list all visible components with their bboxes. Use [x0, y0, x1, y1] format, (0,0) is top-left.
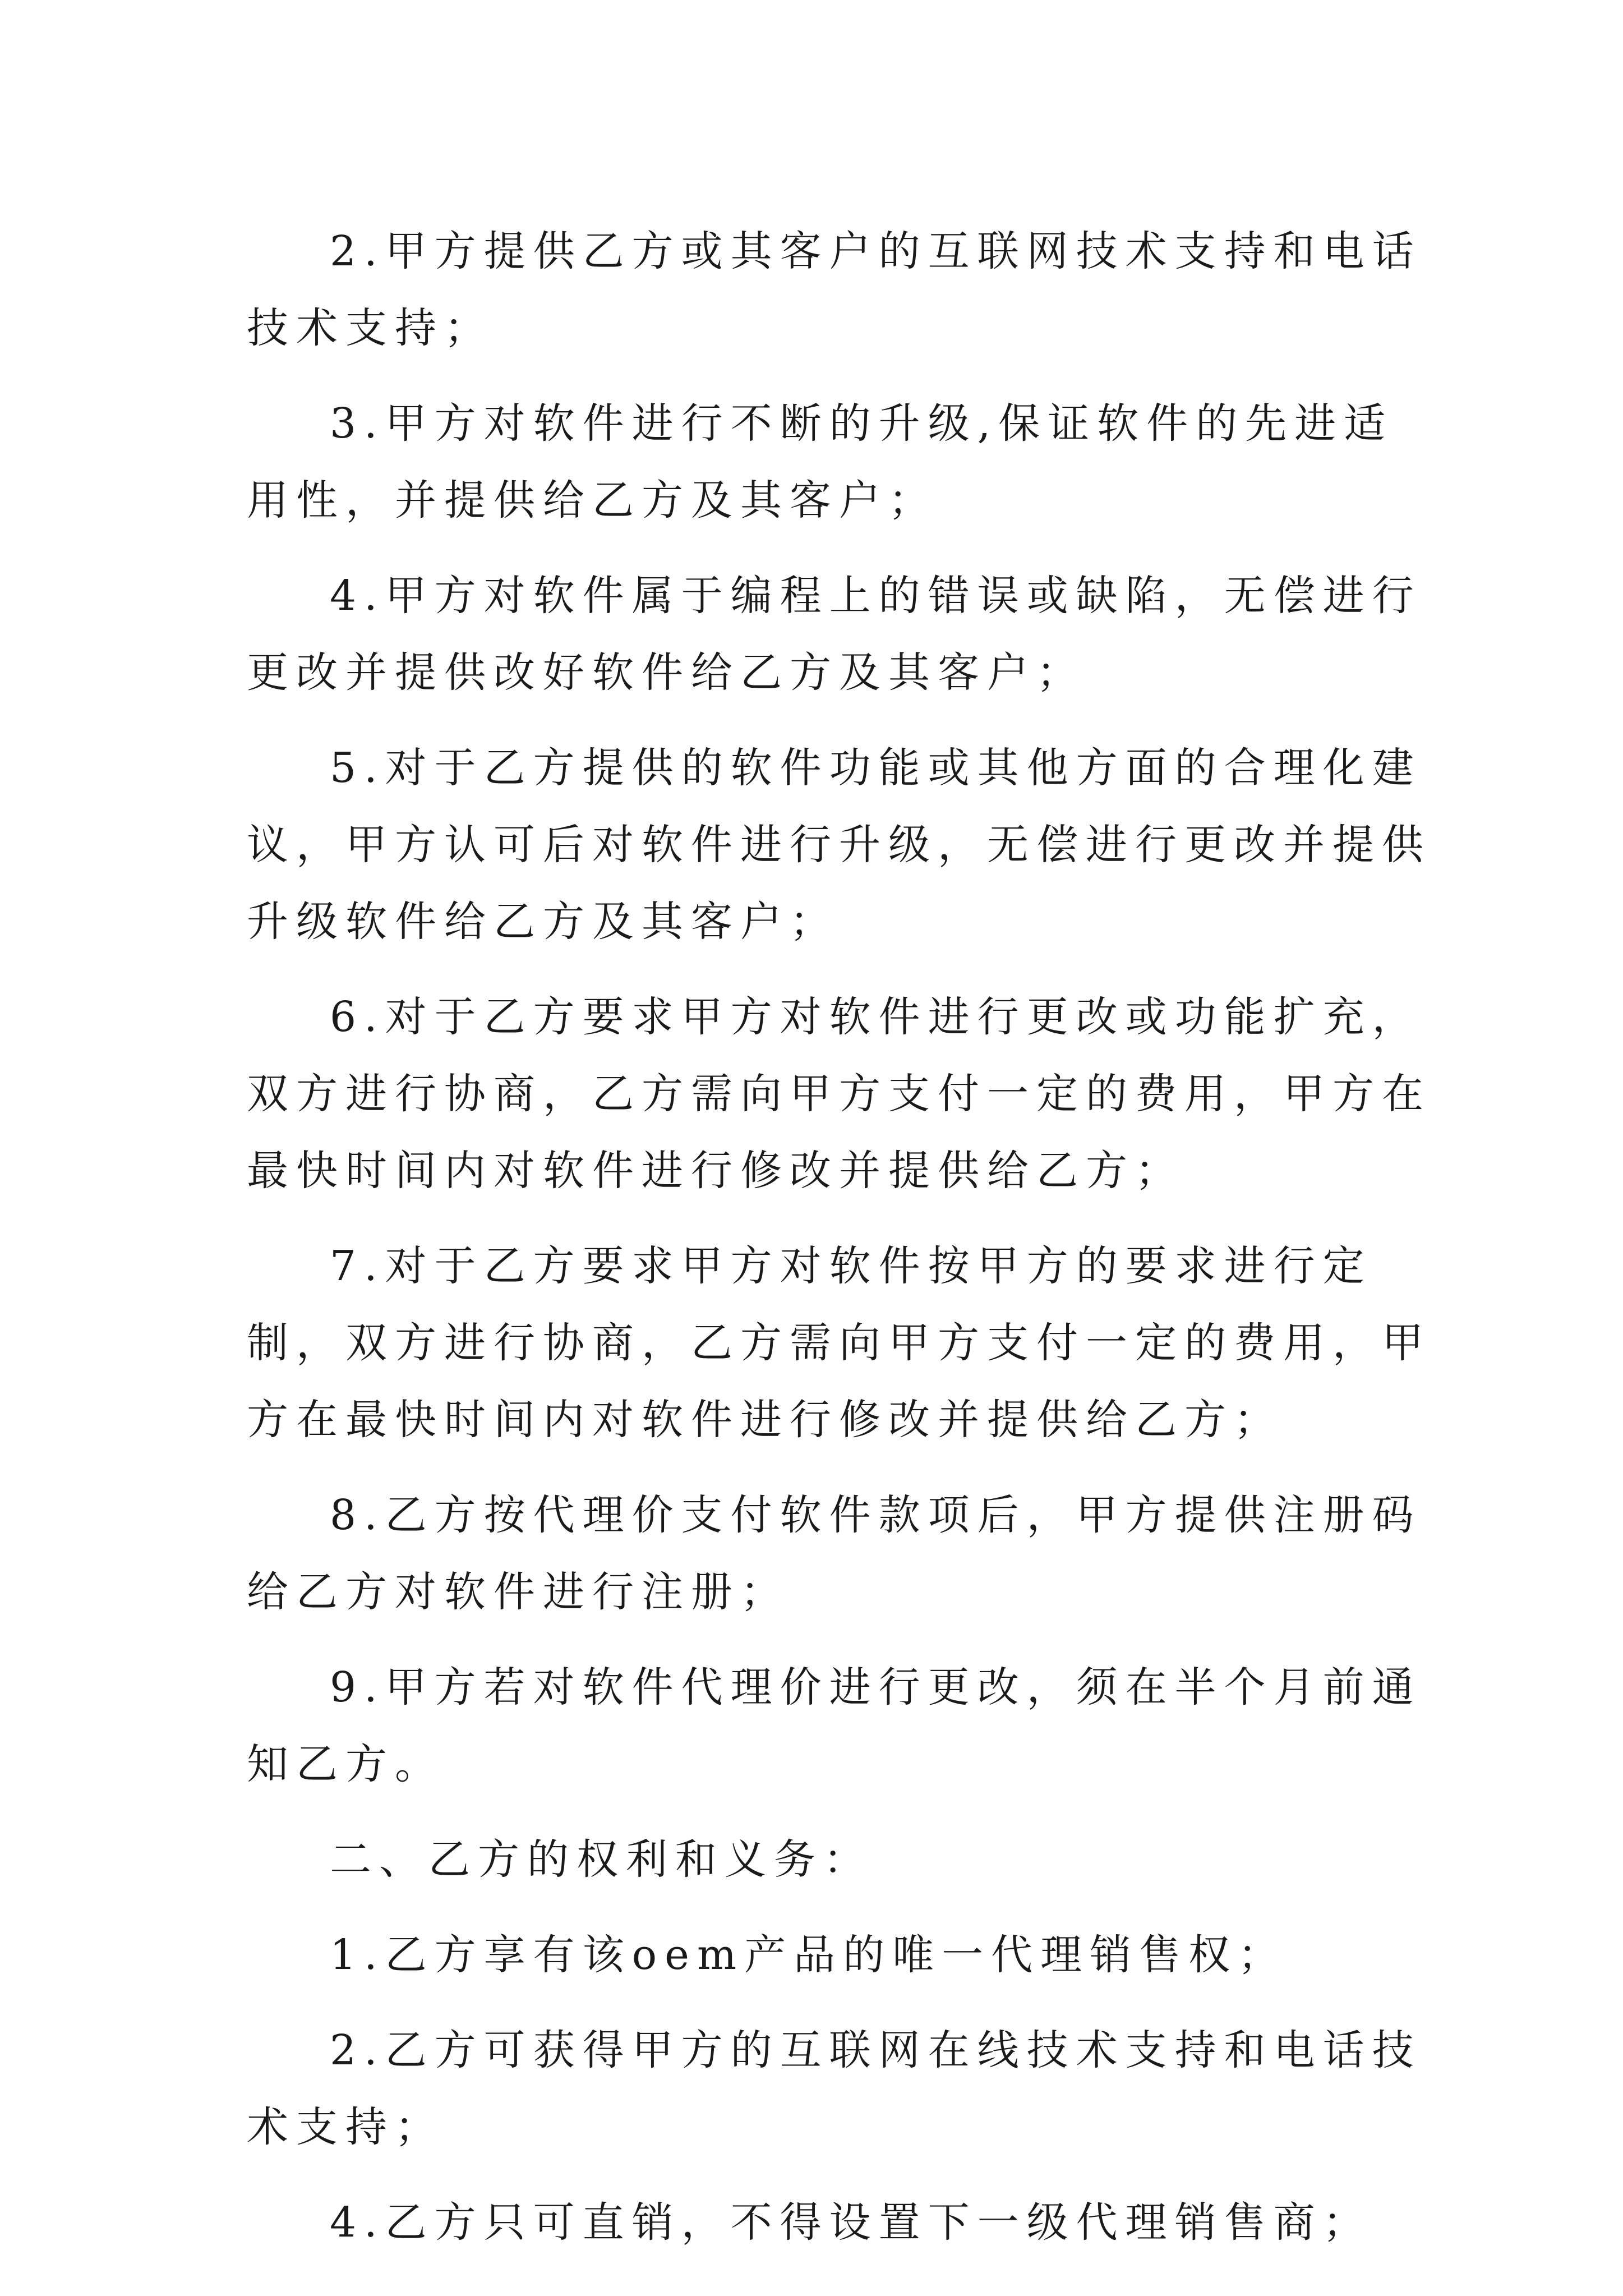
- section-heading-party-b: 二、乙方的权利和义务：: [330, 1835, 873, 1884]
- paragraph-clause-6: 6.对于乙方要求甲方对软件进行更改或功能扩充，双方进行协商，乙方需向甲方支付一定的费用，甲方在最快时间内对软件进行修改并提供给乙方；: [247, 993, 1431, 1195]
- paragraph-clause-2: 2.甲方提供乙方或其客户的互联网技术支持和电话技术支持；: [247, 227, 1422, 352]
- paragraph-clause-7: 7.对于乙方要求甲方对软件按甲方的要求进行定制，双方进行协商，乙方需向甲方支付一定的费用，甲方在最快时间内对软件进行修改并提供给乙方；: [247, 1242, 1431, 1444]
- paragraph-clause-9: 9.甲方若对软件代理价进行更改，须在半个月前通知乙方。: [247, 1663, 1422, 1788]
- paragraph-b-clause-1: 1.乙方享有该oem产品的唯一代理销售权；: [330, 1931, 1288, 1979]
- paragraph-b-clause-4: 4.乙方只可直销，不得设置下一级代理销售商；: [330, 2198, 1372, 2247]
- paragraph-clause-4: 4.甲方对软件属于编程上的错误或缺陷，无偿进行更改并提供改好软件给乙方及其客户；: [247, 572, 1422, 697]
- document-body: [247, 213, 1436, 2280]
- paragraph-clause-3: 3.甲方对软件进行不断的升级,保证软件的先进适用性，并提供给乙方及其客户；: [247, 399, 1394, 524]
- paragraph-clause-8: 8.乙方按代理价支付软件款项后，甲方提供注册码给乙方对软件进行注册；: [247, 1491, 1422, 1616]
- paragraph-b-clause-2: 2.乙方可获得甲方的互联网在线技术支持和电话技术支持；: [247, 2026, 1422, 2151]
- paragraph-clause-5: 5.对于乙方提供的软件功能或其他方面的合理化建议，甲方认可后对软件进行升级，无偿进行更改并提供升级软件给乙方及其客户；: [247, 744, 1431, 946]
